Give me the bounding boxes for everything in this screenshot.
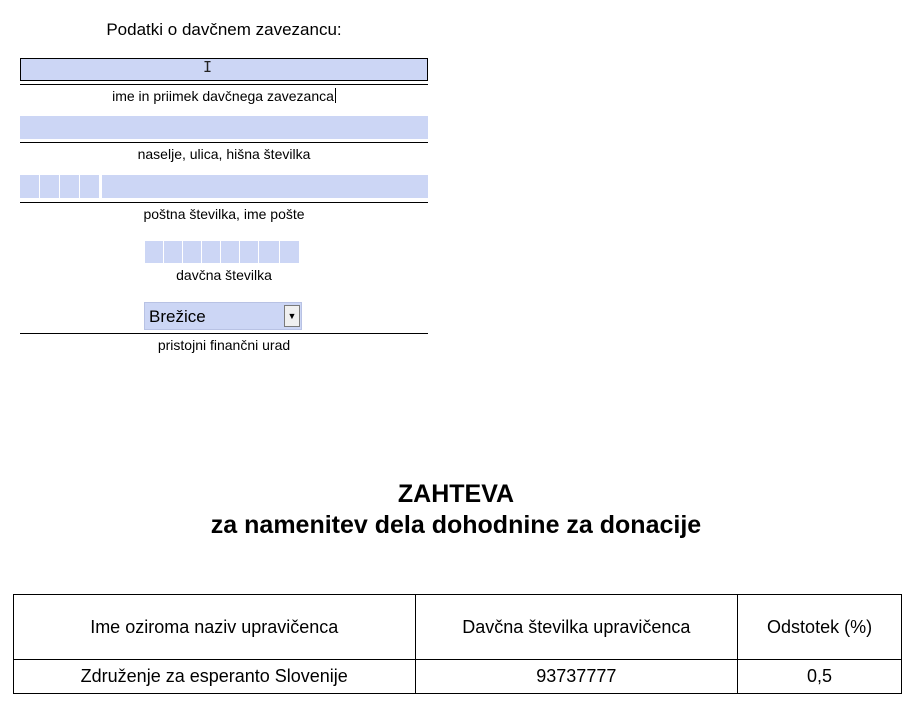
tax-number-digit-3[interactable] (183, 241, 201, 263)
tax-number-caption: davčna številka (176, 267, 272, 283)
address-caption: naselje, ulica, hišna številka (137, 146, 311, 162)
tax-number-digit-7[interactable] (259, 241, 279, 263)
tax-number-digit-6[interactable] (240, 241, 258, 263)
chevron-down-icon[interactable]: ▼ (284, 305, 300, 327)
table-row (14, 660, 902, 694)
beneficiary-table (13, 594, 902, 694)
post-caption: poštna številka, ime pošte (143, 206, 305, 222)
tax-office-caption: pristojni finančni urad (157, 337, 291, 353)
tax-number-digit-4[interactable] (202, 241, 220, 263)
page-title: ZAHTEVA (397, 480, 515, 508)
address-rule (20, 142, 428, 143)
tax-number-digit-5[interactable] (221, 241, 239, 263)
post-name-input[interactable] (102, 175, 428, 198)
text-caret-icon (335, 88, 336, 103)
tax-office-value: Brežice (149, 307, 206, 326)
beneficiary-percent-cell[interactable]: 0,5 (738, 660, 902, 694)
postal-code-digit-1[interactable] (20, 175, 39, 198)
name-input[interactable] (20, 58, 428, 81)
ibeam-cursor-icon: I (203, 58, 213, 76)
tax-office-select[interactable] (144, 302, 302, 330)
tax-number-digit-8[interactable] (280, 241, 299, 263)
taxpayer-heading: Podatki o davčnem zavezancu: (106, 20, 342, 39)
postal-code-digit-2[interactable] (40, 175, 59, 198)
column-header-tax-number: Davčna številka upravičenca (415, 595, 738, 660)
tax-number-digit-2[interactable] (164, 241, 182, 263)
postal-code-digit-4[interactable] (80, 175, 99, 198)
name-rule (20, 84, 428, 85)
post-rule (20, 202, 428, 203)
tax-number-digit-1[interactable] (145, 241, 163, 263)
beneficiary-tax-number-cell[interactable]: 93737777 (415, 660, 738, 694)
postal-code-digit-3[interactable] (60, 175, 79, 198)
office-rule (20, 333, 428, 334)
column-header-percent: Odstotek (%) (738, 595, 902, 660)
address-input[interactable] (20, 116, 428, 139)
table-header-row (14, 595, 902, 660)
name-caption: ime in priimek davčnega zavezanca (112, 88, 334, 104)
column-header-name: Ime oziroma naziv upravičenca (14, 595, 416, 660)
beneficiary-name-cell[interactable]: Združenje za esperanto Slovenije (14, 660, 416, 694)
page-subtitle: za namenitev dela dohodnine za donacije (210, 511, 702, 539)
